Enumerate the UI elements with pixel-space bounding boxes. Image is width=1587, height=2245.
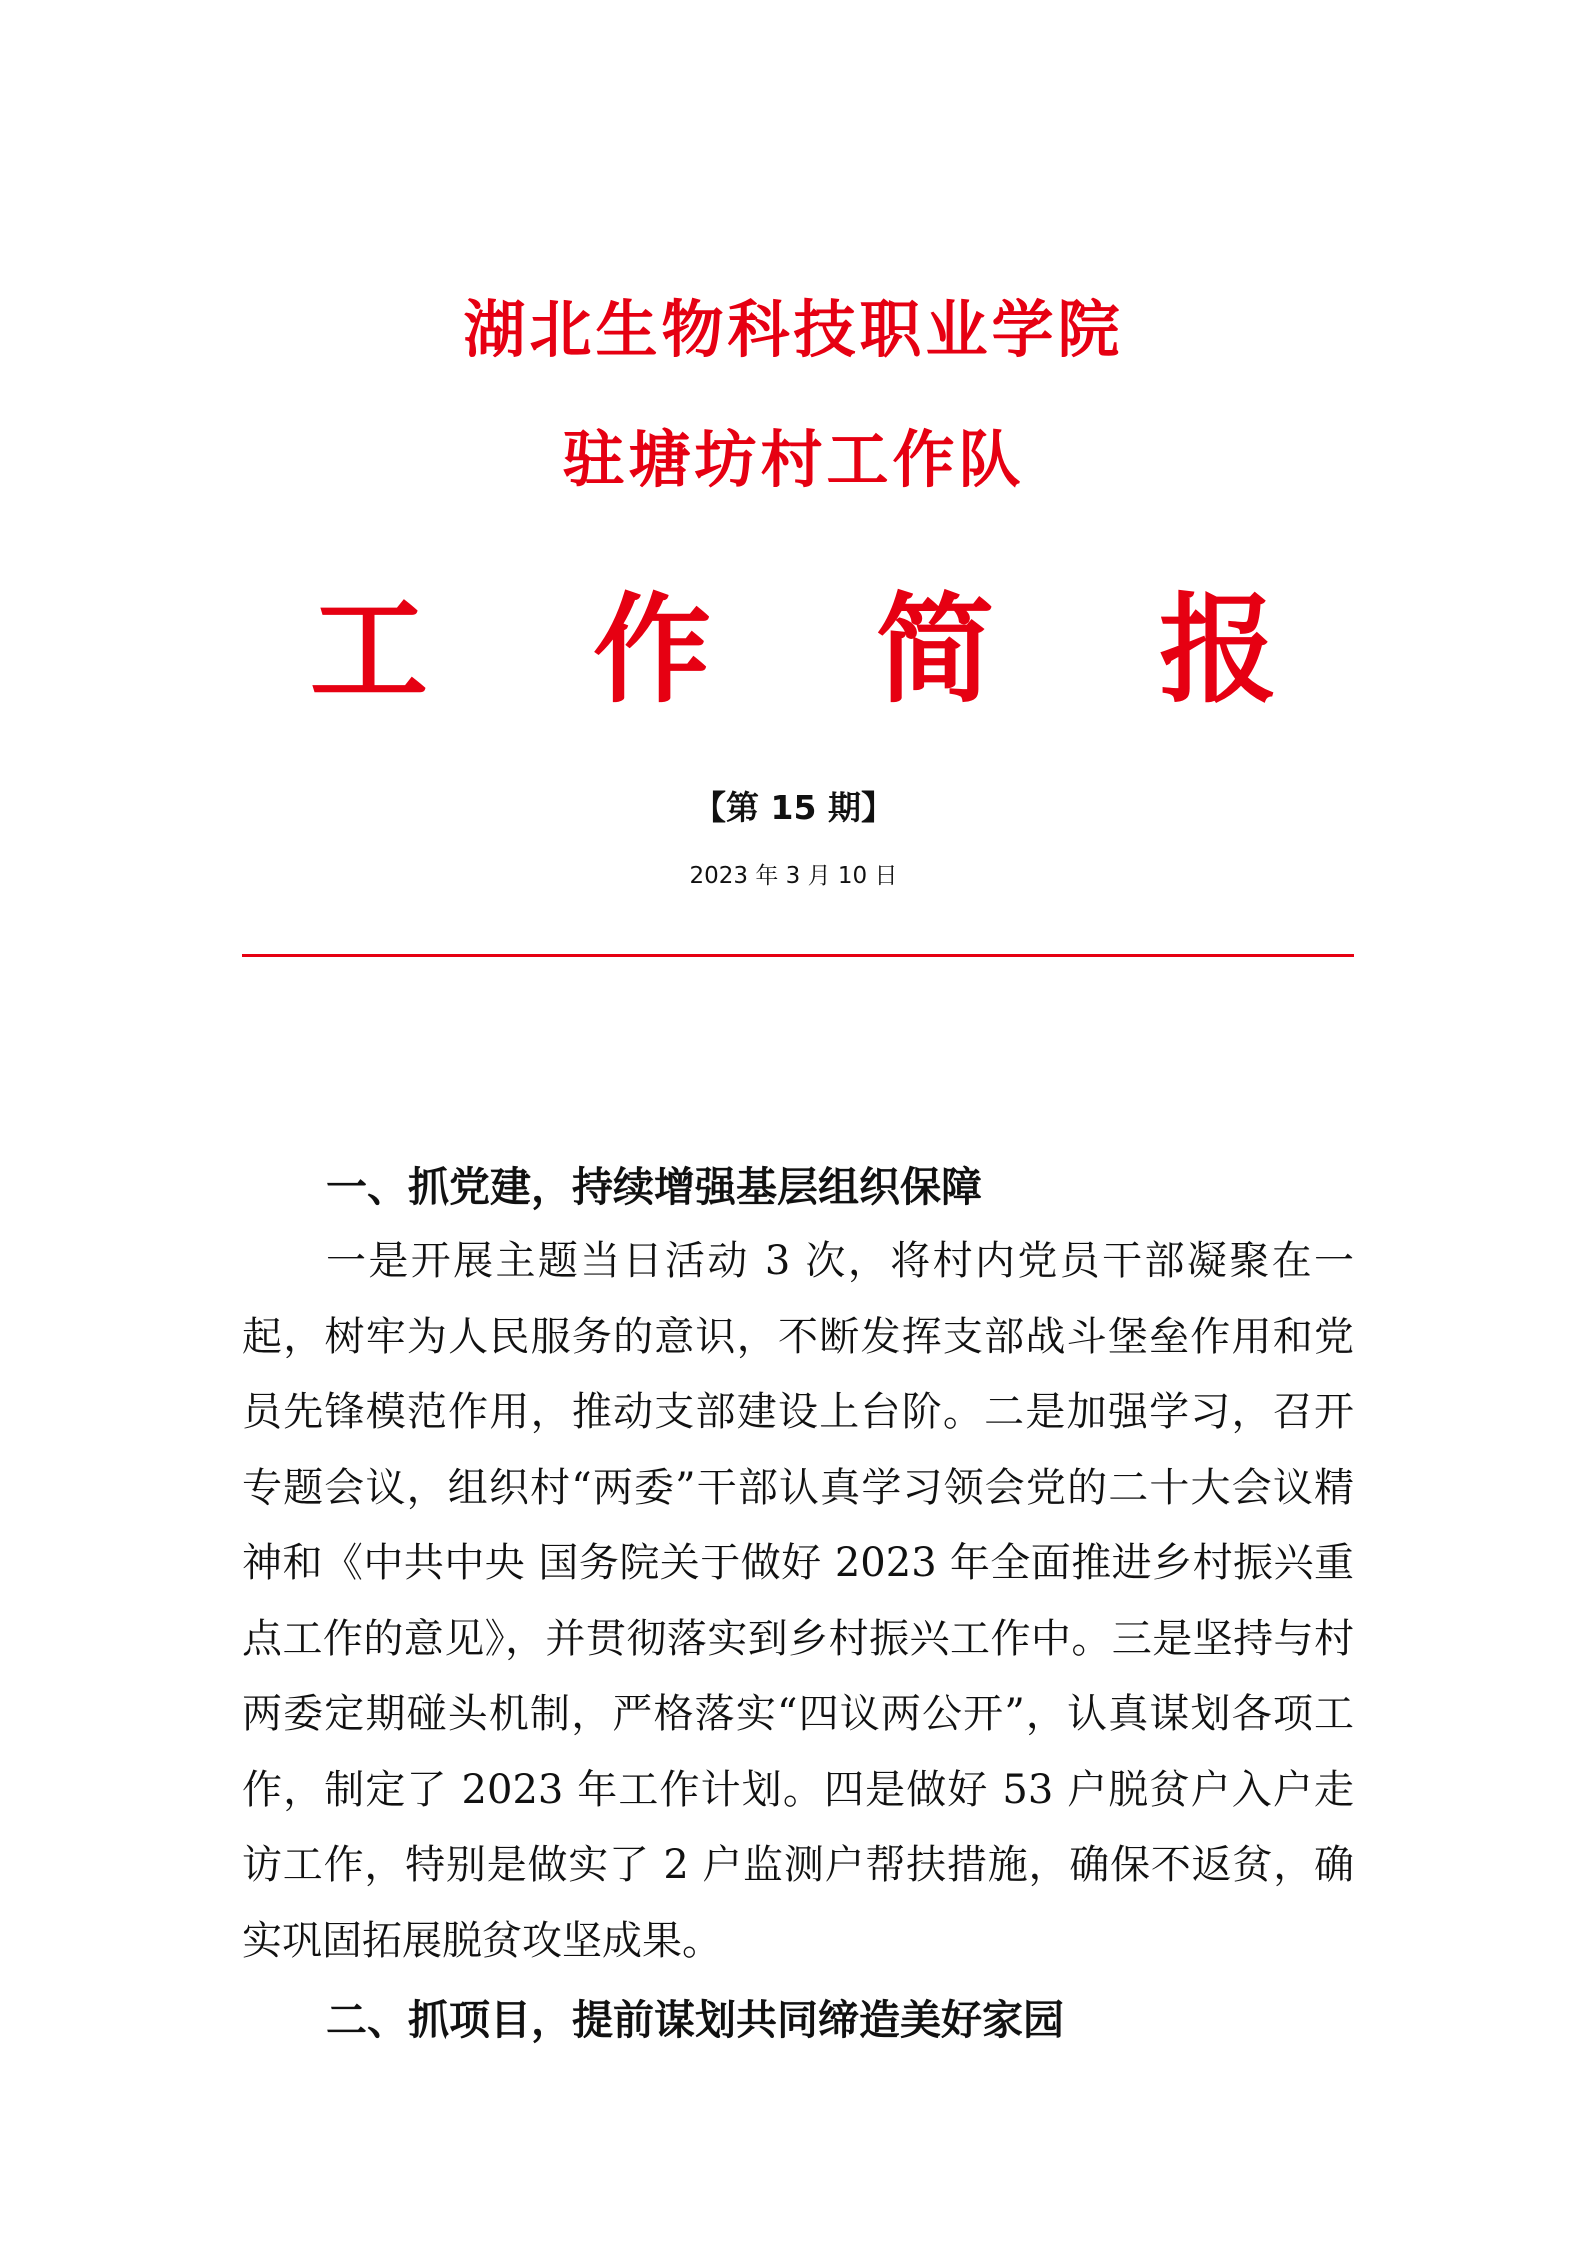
- bulletin-title: 工 作 简 报: [309, 581, 1340, 719]
- section-heading-1: 一、抓党建，持续增强基层组织保障: [326, 1163, 982, 1211]
- section-paragraph-1: 一是开展主题当日活动 3 次，将村内党员干部凝聚在一起，树牢为人民服务的意识，不断发挥支部战斗堡垒作用和党员先锋模范作用，推动支部建设上台阶。二是加强学习，召开专题会议，组织村“两委”干部认真学习领会党的二十大会议精神和《中共中央 国务院关于做好 2023 年全面推进乡村振兴重点工作的意见》，并贯彻落实到乡村振兴工作中。三是坚持与村两委定期碰头机制，严格落实“四议两公开”，认真谋划各项工作，制定了 2023 年工作计划。四是做好 53 户脱贫户入户走访工作，特别是做实了 2 户监测户帮扶措施，确保不返贫，确实巩固拓展脱贫攻坚成果。: [242, 1238, 1354, 1964]
- issue-number: 【第 15 期】: [693, 788, 894, 827]
- red-divider-line: [242, 954, 1354, 957]
- organization-name: 湖北生物科技职业学院: [463, 293, 1124, 366]
- section-heading-2: 二、抓项目，提前谋划共同缔造美好家园: [326, 1996, 1064, 2044]
- work-team-name: 驻塘坊村工作队: [562, 423, 1025, 496]
- issue-date: 2023 年 3 月 10 日: [689, 863, 898, 889]
- document-body: [242, 1150, 1354, 2057]
